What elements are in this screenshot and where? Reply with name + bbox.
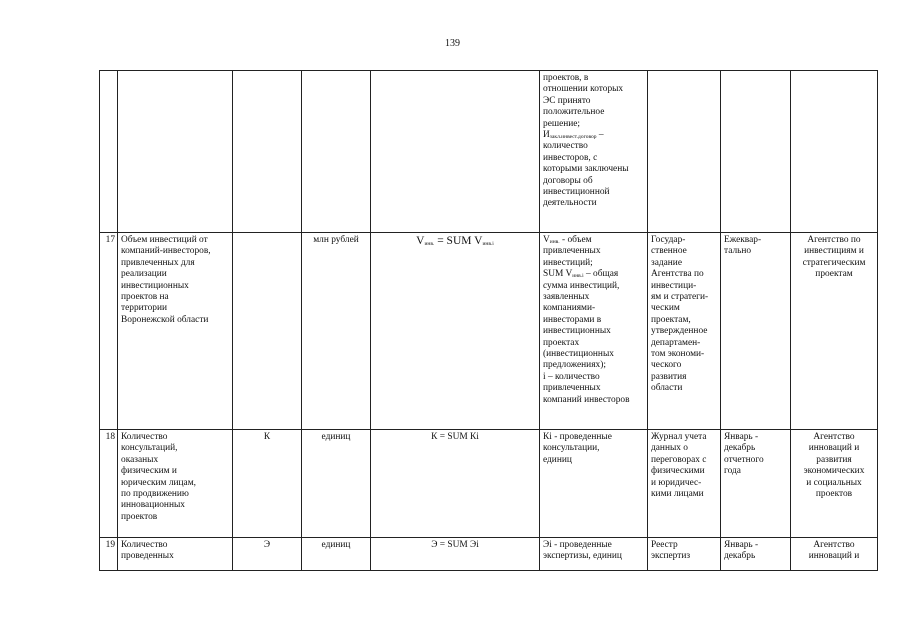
- cell-responsible: Агентство инноваций и развития экономических и социальных проектов: [791, 430, 878, 538]
- cell-text: – количество инвесторов, с которыми заключены договоры об инвестиционной деятельности: [543, 130, 629, 209]
- cell-source: Реестр экспертиз: [648, 538, 721, 571]
- cell-symbol: [233, 233, 302, 430]
- cell-source: [648, 71, 721, 233]
- cell-unit: [302, 71, 371, 233]
- table-row-continuation: [100, 71, 878, 233]
- cell-description: Эi - проведенные экспертизы, единиц: [540, 538, 648, 571]
- cell-period: Ежеквар- тально: [721, 233, 791, 430]
- table-row-17: [100, 233, 878, 430]
- cell-period: Январь - декабрь: [721, 538, 791, 571]
- subscript-text: инв.i: [482, 241, 494, 247]
- cell-formula: К = SUM Кi: [371, 430, 540, 538]
- cell-text: V: [543, 235, 550, 245]
- cell-symbol: К: [233, 430, 302, 538]
- cell-indicator-name: Количество проведенных: [118, 538, 233, 571]
- cell-formula: [371, 233, 540, 430]
- cell-formula: [371, 71, 540, 233]
- page-number: 139: [445, 38, 460, 49]
- cell-unit: млн рублей: [302, 233, 371, 430]
- indicators-table: [99, 70, 878, 571]
- cell-text: - объем привлеченных инвестиций; SUM V: [543, 235, 601, 280]
- table-row-18: [100, 430, 878, 538]
- cell-period: [721, 71, 791, 233]
- subscript-text: инв.i: [572, 273, 584, 280]
- cell-number: [100, 71, 118, 233]
- cell-period: Январь - декабрь отчетного года: [721, 430, 791, 538]
- table-row-19: [100, 538, 878, 571]
- cell-source: Журнал учета данных о переговорах с физическими и юридичес- кими лицами: [648, 430, 721, 538]
- cell-text: проектов, в отношении которых ЭС принято положительное решение; И: [543, 73, 624, 141]
- subscript-text: закл.инвест.договор: [549, 134, 597, 141]
- cell-source: Государ- ственное задание Агентства по инвестици- ям и стратеги- ческим проектам, утвержденное департамен- том экономи- ческого развития области: [648, 233, 721, 430]
- cell-indicator-name: [118, 71, 233, 233]
- cell-responsible: Агентство инноваций и: [791, 538, 878, 571]
- cell-symbol: Э: [233, 538, 302, 571]
- cell-formula: Э = SUM Эi: [371, 538, 540, 571]
- cell-indicator-name: Количество консультаций, оказаных физическим и юрическим лицам, по продвижению инновационных проектов: [118, 430, 233, 538]
- cell-text: – общая сумма инвестиций, заявленных компаниями- инвесторами в инвестиционных проектах (инвестиционных предложениях); i – количество привлеченных компаний инвесторов: [543, 269, 630, 405]
- subscript-text: инв.: [424, 241, 435, 247]
- cell-description: Кi - проведенные консультации, единиц: [540, 430, 648, 538]
- cell-unit: единиц: [302, 538, 371, 571]
- cell-description: [540, 233, 648, 430]
- cell-responsible: [791, 71, 878, 233]
- cell-number: 17: [100, 233, 118, 430]
- cell-description: [540, 71, 648, 233]
- cell-unit: единиц: [302, 430, 371, 538]
- cell-text: V: [416, 235, 425, 247]
- cell-number: 19: [100, 538, 118, 571]
- cell-responsible: Агентство по инвестициям и стратегическим проектам: [791, 233, 878, 430]
- cell-indicator-name: Объем инвестиций от компаний-инвесторов, привлеченных для реализации инвестиционных проектов на территории Воронежской области: [118, 233, 233, 430]
- subscript-text: инв.: [549, 239, 560, 245]
- cell-text: = SUM V: [434, 235, 483, 247]
- cell-symbol: [233, 71, 302, 233]
- cell-number: 18: [100, 430, 118, 538]
